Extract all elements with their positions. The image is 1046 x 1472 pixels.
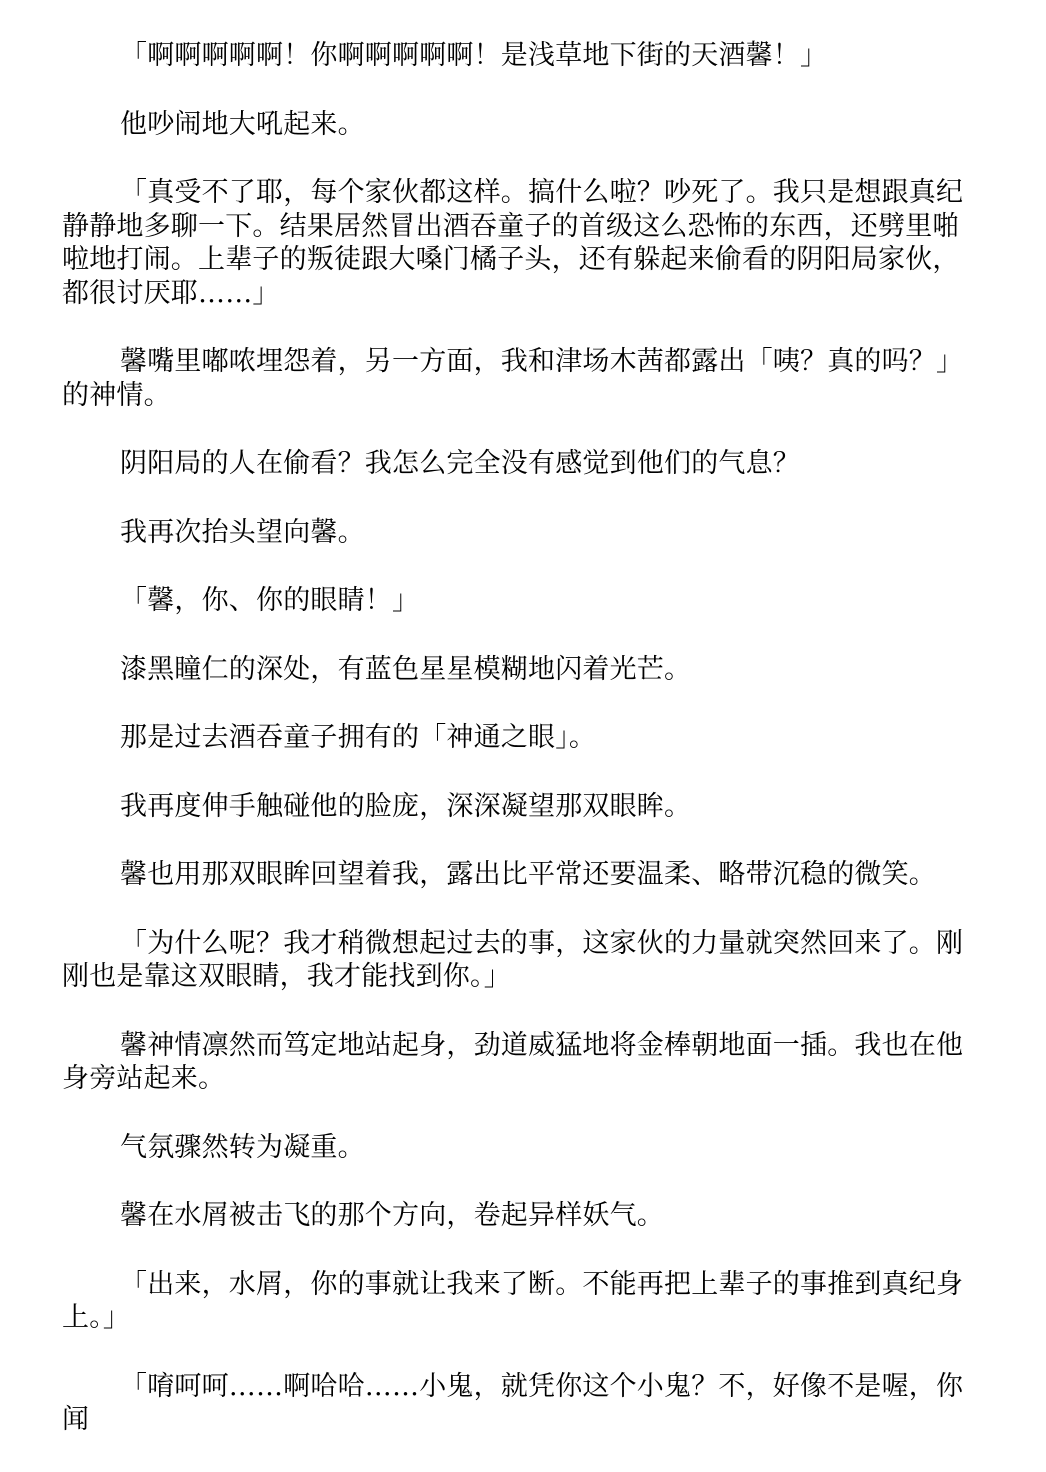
paragraph: 阴阳局的人在偷看？我怎么完全没有感觉到他们的气息？ [120,448,800,479]
paragraph: 「啊啊啊啊啊！你啊啊啊啊啊！是浅草地下街的天酒馨！」 [120,40,828,71]
paragraph: 「出来，水屑，你的事就让我来了断。不能再把上辈子的事推到真纪身上。」 [62,1268,964,1333]
paragraph: 「馨，你、你的眼睛！」 [120,585,420,616]
paragraph: 那是过去酒吞童子拥有的「神通之眼」。 [120,722,597,753]
paragraph: 馨在水屑被击飞的那个方向，卷起异样妖气。 [120,1200,664,1231]
paragraph: 馨也用那双眼眸回望着我，露出比平常还要温柔、略带沉稳的微笑。 [120,859,936,890]
paragraph: 我再度伸手触碰他的脸庞，深深凝望那双眼眸。 [120,790,692,822]
paragraph: 他吵闹地大吼起来。 [120,108,365,140]
document-page [62,39,977,1472]
paragraph: 我再次抬头望向馨。 [120,516,365,548]
paragraph: 「唷呵呵……啊哈哈……小鬼，就凭你这个小鬼？不，好像不是喔，你闻 [62,1370,964,1435]
paragraph: 气氛骤然转为凝重。 [120,1131,365,1163]
paragraph: 馨神情凛然而笃定地站起身，劲道威猛地将金棒朝地面一插。我也在他身旁站起来。 [62,1029,964,1094]
paragraph: 漆黑瞳仁的深处，有蓝色星星模糊地闪着光芒。 [120,653,692,685]
paragraph: 「真受不了耶，每个家伙都这样。搞什么啦？吵死了。我只是想跟真纪静静地多聊一下。结果居然冒出酒吞童子的首级这么恐怖的东西，还劈里啪啦地打闹。上辈子的叛徒跟大嗓门橘子头，还有躲起来偷看的阴阳局家伙，都很讨厌耶……」 [62,177,964,309]
paragraph: 馨嘴里嘟哝埋怨着，另一方面，我和津场木茜都露出「咦？真的吗？」的神情。 [62,346,964,411]
paragraph: 「为什么呢？我才稍微想起过去的事，这家伙的力量就突然回来了。刚刚也是靠这双眼睛，我才能找到你。」 [62,927,964,992]
